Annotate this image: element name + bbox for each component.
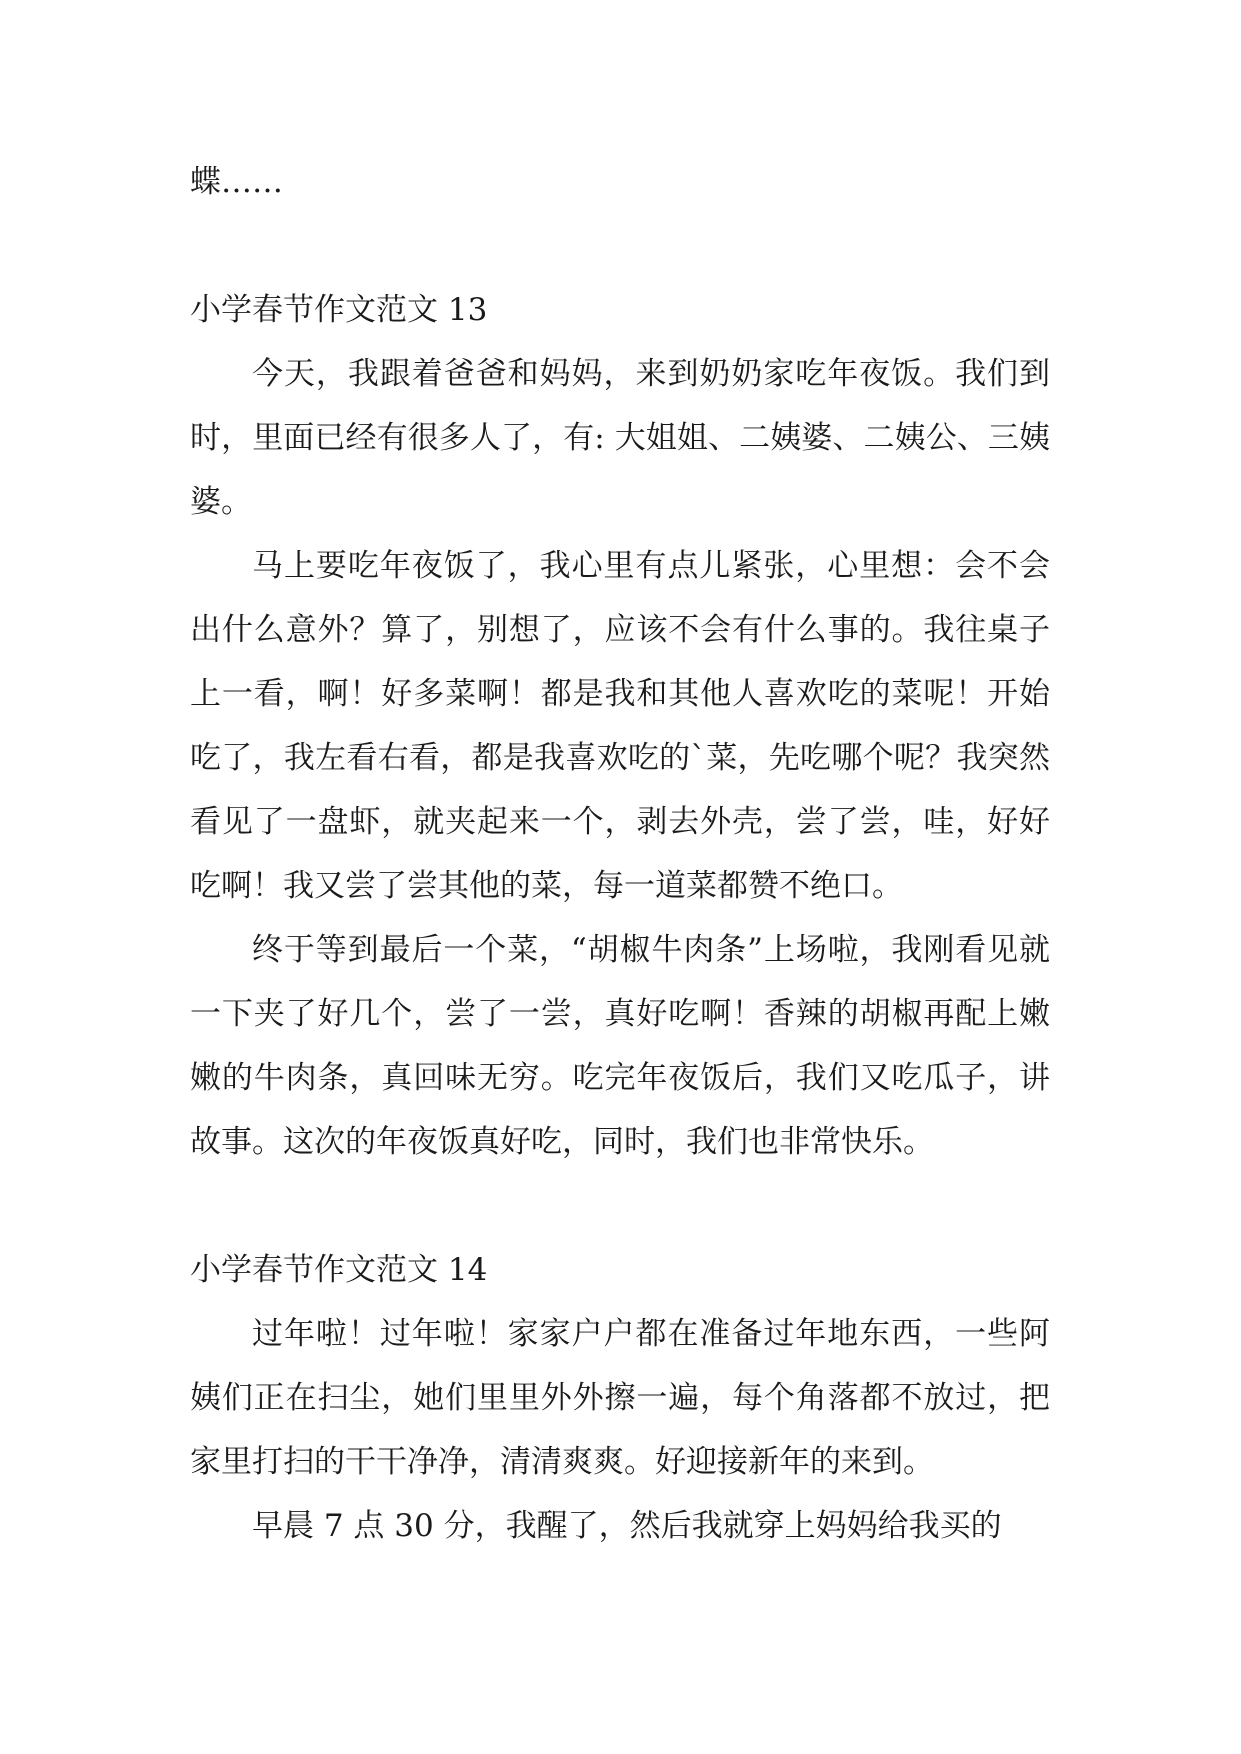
essay-section-14 xyxy=(190,1238,1050,1558)
essay-paragraph: 过年啦！过年啦！家家户户都在准备过年地东西，一些阿姨们正在扫尘，她们里里外外擦一遍，每个角落都不放过，把家里打扫的干干净净，清清爽爽。好迎接新年的来到。 xyxy=(190,1316,1050,1480)
essay-title: 小学春节作文范文 13 xyxy=(190,292,488,328)
essay-paragraph: 今天，我跟着爸爸和妈妈，来到奶奶家吃年夜饭。我们到时，里面已经有很多人了，有: 大姐姐、二姨婆、二姨公、三姨婆。 xyxy=(190,356,1050,520)
document-page xyxy=(190,150,1050,1558)
lead-fragment: 蝶…… xyxy=(190,164,283,200)
essay-paragraph: 终于等到最后一个菜，“胡椒牛肉条”上场啦，我刚看见就一下夹了好几个，尝了一尝，真好吃啊！香辣的胡椒再配上嫩嫩的牛肉条，真回味无穷。吃完年夜饭后，我们又吃瓜子，讲故事。这次的年夜饭真好吃，同时，我们也非常快乐。 xyxy=(190,932,1050,1160)
essay-paragraph: 早晨 7 点 30 分，我醒了，然后我就穿上妈妈给我买的 xyxy=(252,1508,1002,1544)
essay-section-13 xyxy=(190,278,1050,1174)
essay-paragraph: 马上要吃年夜饭了，我心里有点儿紧张，心里想：会不会出什么意外？算了，别想了，应该不会有什么事的。我往桌子上一看，啊！好多菜啊！都是我和其他人喜欢吃的菜呢！开始吃了，我左看右看，都是我喜欢吃的`菜，先吃哪个呢？我突然看见了一盘虾，就夹起来一个，剥去外壳，尝了尝，哇，好好吃啊！我又尝了尝其他的菜，每一道菜都赞不绝口。 xyxy=(190,548,1050,904)
essay-title: 小学春节作文范文 14 xyxy=(190,1252,488,1288)
